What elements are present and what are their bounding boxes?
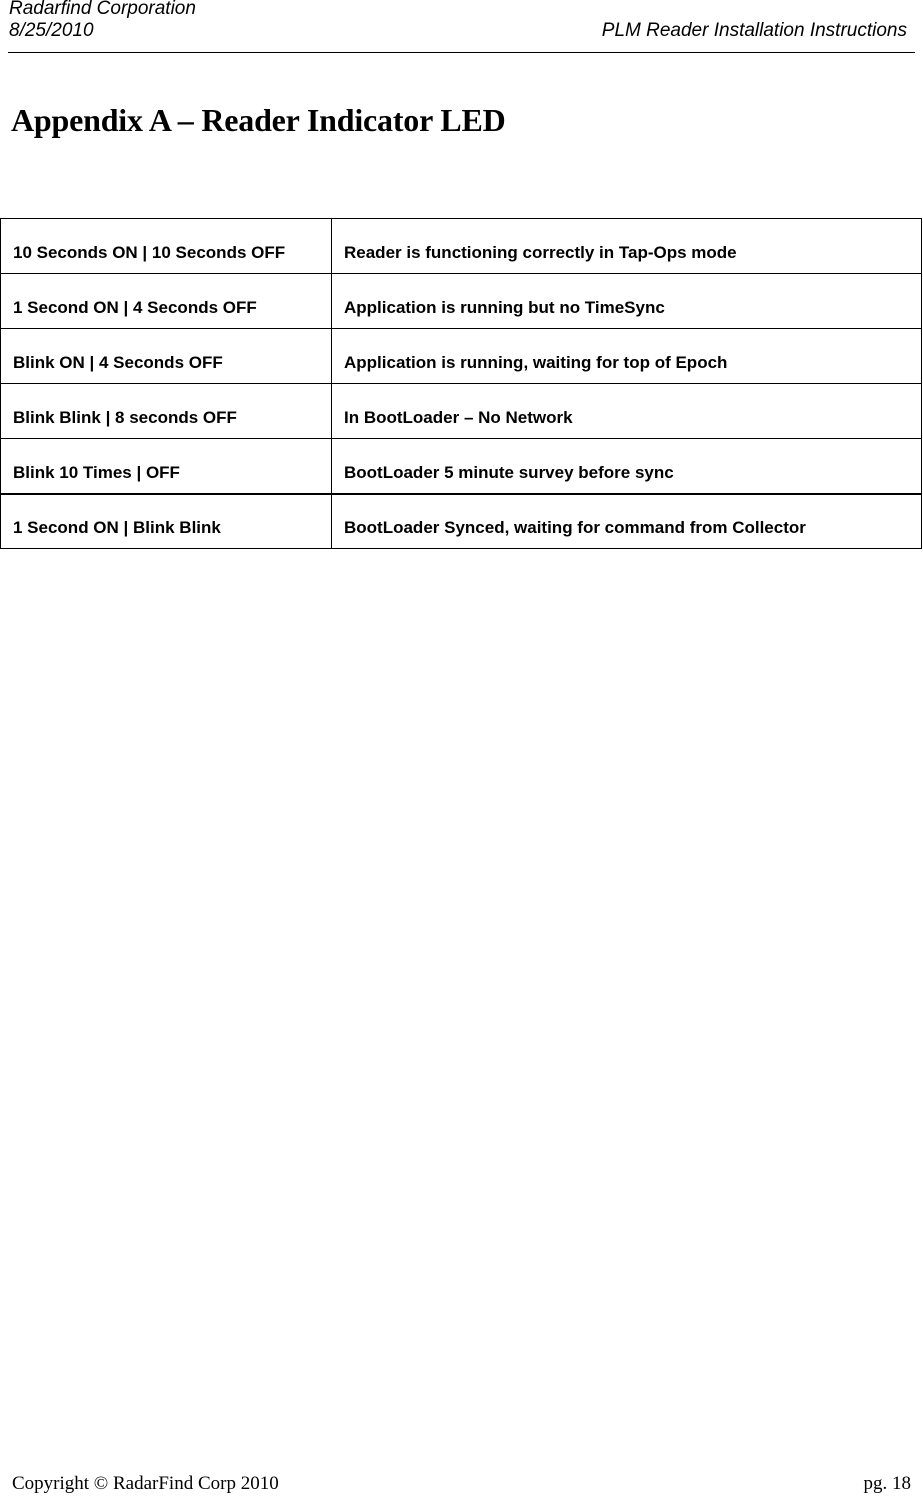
led-pattern-cell: Blink ON | 4 Seconds OFF — [1, 329, 332, 384]
page-header — [8, 0, 915, 53]
copyright-notice: Copyright © RadarFind Corp 2010 — [12, 1473, 279, 1494]
table-row — [1, 219, 922, 274]
table-row — [1, 274, 922, 329]
table-row — [1, 494, 922, 549]
led-pattern-cell: 1 Second ON | Blink Blink — [1, 494, 332, 549]
led-pattern-cell: 1 Second ON | 4 Seconds OFF — [1, 274, 332, 329]
company-name: Radarfind Corporation — [9, 0, 196, 19]
document-title: PLM Reader Installation Instructions — [601, 20, 907, 41]
led-meaning-cell: Reader is functioning correctly in Tap-Ops mode — [332, 219, 922, 274]
led-meaning-cell: BootLoader Synced, waiting for command from Collector — [332, 494, 922, 549]
table-row — [1, 329, 922, 384]
led-meaning-cell: BootLoader 5 minute survey before sync — [332, 439, 922, 494]
led-meaning-cell: Application is running, waiting for top of Epoch — [332, 329, 922, 384]
led-pattern-cell: Blink 10 Times | OFF — [1, 439, 332, 494]
led-meaning-cell: In BootLoader – No Network — [332, 384, 922, 439]
page-number: pg. 18 — [863, 1473, 911, 1494]
table-row — [1, 384, 922, 439]
document-date: 8/25/2010 — [9, 20, 94, 41]
led-indicator-table — [0, 218, 922, 549]
page-title: Appendix A – Reader Indicator LED — [11, 102, 506, 138]
table-row — [1, 439, 922, 494]
led-pattern-cell: Blink Blink | 8 seconds OFF — [1, 384, 332, 439]
led-meaning-cell: Application is running but no TimeSync — [332, 274, 922, 329]
led-pattern-cell: 10 Seconds ON | 10 Seconds OFF — [1, 219, 332, 274]
